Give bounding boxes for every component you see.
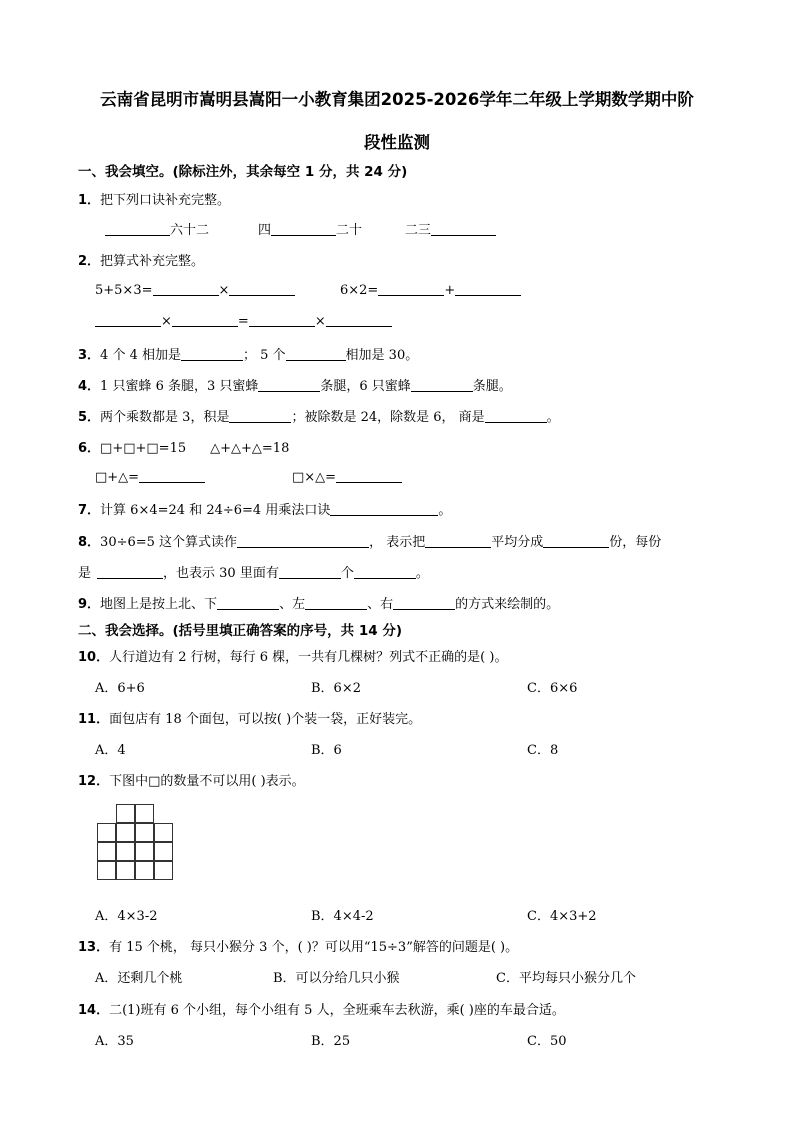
- option-c[interactable]: C．8: [527, 743, 559, 758]
- q8-part: 份，每份: [609, 535, 662, 550]
- q2-eq1-left: 5+5×3=: [95, 283, 153, 298]
- grid-square: [135, 804, 154, 823]
- q6-ans2-label: □×△=: [292, 470, 337, 485]
- option-b[interactable]: B．6: [311, 743, 342, 758]
- answer-blank[interactable]: [485, 409, 547, 423]
- section1-heading: 一、我会填空。(除标注外，其余每空 1 分，共 24 分): [78, 164, 408, 180]
- q9-part: 地图上是按上北、下: [100, 597, 218, 612]
- q7-part: 。: [438, 503, 452, 518]
- grid-square: [97, 823, 116, 842]
- q2-eq1-op: ×: [218, 283, 230, 298]
- q1-item-c: [405, 219, 496, 238]
- q7-part: 计算 6×4=24 和 24÷6=4 用乘法口诀: [100, 503, 331, 518]
- q6-ans1: [95, 469, 205, 485]
- q4-part: 1 只蜜蜂 6 条腿，3 只蜜蜂: [100, 379, 259, 394]
- question-2: [78, 250, 204, 269]
- answer-blank[interactable]: [354, 565, 416, 579]
- answer-blank[interactable]: [425, 534, 491, 548]
- answer-blank[interactable]: [336, 469, 402, 483]
- answer-blank[interactable]: [393, 596, 455, 610]
- question-1: [78, 189, 230, 208]
- question-8: [78, 531, 661, 550]
- grid-square: [135, 823, 154, 842]
- section2-heading: 二、我会选择。(括号里填正确答案的序号，共 14 分): [78, 623, 403, 639]
- q2-eq2: [340, 282, 521, 298]
- answer-blank[interactable]: [237, 534, 369, 548]
- q5-part: 。: [546, 410, 560, 425]
- grid-square: [116, 823, 135, 842]
- option-a[interactable]: A．4×3-2: [95, 909, 158, 924]
- question-6: [78, 437, 289, 456]
- question-number: 1．: [78, 193, 101, 208]
- option-a[interactable]: A．4: [95, 743, 126, 758]
- answer-blank[interactable]: [271, 222, 336, 236]
- answer-blank[interactable]: [95, 313, 161, 327]
- q1-item-b: [258, 219, 362, 238]
- question-number: 13．: [78, 940, 110, 955]
- q6-eq2: △+△+△=18: [210, 441, 290, 456]
- q8-part: 是: [78, 566, 92, 581]
- answer-blank[interactable]: [181, 347, 243, 361]
- question-12: [78, 770, 305, 789]
- option-a[interactable]: A．6+6: [95, 681, 145, 696]
- q8-part: ， 表示把: [369, 535, 426, 550]
- option-c[interactable]: C．50: [527, 1034, 567, 1049]
- grid-square: [154, 823, 173, 842]
- question-number: 7．: [78, 503, 101, 518]
- q1-b2-text: 二十: [336, 223, 363, 238]
- option-b[interactable]: B．6×2: [311, 681, 361, 696]
- square-grid-figure: [97, 804, 177, 882]
- q9-part: 、左: [279, 597, 306, 612]
- question-text: 下图中□的数量不可以用( )表示。: [109, 774, 305, 789]
- q8-part: ，也表示 30 里面有: [163, 566, 279, 581]
- option-a[interactable]: A．35: [95, 1034, 134, 1049]
- document-title-line1: 云南省昆明市嵩明县嵩阳一小教育集团2025-2026学年二年级上学期数学期中阶: [100, 90, 694, 109]
- q3-part: 相加是 30。: [345, 348, 419, 363]
- grid-square: [135, 842, 154, 861]
- question-5: [78, 406, 560, 425]
- question-8-cont: [78, 562, 429, 581]
- q6-ans2: [292, 469, 402, 485]
- option-a[interactable]: A．还剩几个桃: [95, 971, 183, 986]
- grid-square: [135, 861, 154, 880]
- q2-op: ×: [161, 314, 172, 329]
- q8-part: 个: [340, 566, 354, 581]
- grid-square: [97, 842, 116, 861]
- q9-part: 的方式来绘制的。: [455, 597, 560, 612]
- option-c[interactable]: C．6×6: [527, 681, 578, 696]
- answer-blank[interactable]: [105, 222, 170, 236]
- answer-blank[interactable]: [153, 282, 219, 296]
- q2-op: =: [237, 314, 249, 329]
- answer-blank[interactable]: [431, 222, 496, 236]
- q1-a-text: 六十二: [170, 223, 210, 238]
- question-11: [78, 708, 421, 727]
- grid-square: [154, 842, 173, 861]
- answer-blank[interactable]: [305, 596, 367, 610]
- answer-blank[interactable]: [326, 313, 392, 327]
- question-number: 14．: [78, 1003, 110, 1018]
- q6-ans1-label: □+△=: [95, 470, 140, 485]
- answer-blank[interactable]: [330, 502, 438, 516]
- question-text: 把下列口诀补充完整。: [100, 193, 231, 208]
- q2-eq1: [95, 282, 295, 298]
- answer-blank[interactable]: [249, 313, 315, 327]
- question-number: 6．: [78, 441, 101, 456]
- q4-part: 条腿，6 只蜜蜂: [320, 379, 411, 394]
- question-number: 2．: [78, 254, 101, 269]
- q1-item-a: [105, 219, 209, 238]
- document-title-line2: 段性监测: [364, 133, 430, 152]
- question-14: [78, 999, 565, 1018]
- question-number: 12．: [78, 774, 110, 789]
- answer-blank[interactable]: [139, 469, 205, 483]
- question-10: [78, 646, 507, 665]
- answer-blank[interactable]: [229, 282, 295, 296]
- question-text: 二(1)班有 6 个小组，每个小组有 5 人，全班乘车去秋游，乘( )座的车最合适。: [109, 1003, 565, 1018]
- grid-square: [116, 842, 135, 861]
- answer-blank[interactable]: [455, 282, 521, 296]
- q5-part: ；被除数是 24，除数是 6， 商是: [291, 410, 485, 425]
- q4-part: 条腿。: [472, 379, 512, 394]
- question-4: [78, 375, 512, 394]
- grid-square: [116, 861, 135, 880]
- grid-square: [116, 804, 135, 823]
- grid-square: [97, 861, 116, 880]
- q8-part: 30÷6=5 这个算式读作: [100, 535, 238, 550]
- q2-op: ×: [314, 314, 326, 329]
- q2-eq2-left: 6×2=: [340, 283, 379, 298]
- answer-blank[interactable]: [217, 596, 279, 610]
- q1-b1-text: 四: [258, 223, 272, 238]
- question-number: 3．: [78, 348, 101, 363]
- question-number: 11．: [78, 712, 110, 727]
- question-number: 5．: [78, 410, 101, 425]
- question-text: 面包店有 18 个面包，可以按( )个装一袋，正好装完。: [109, 712, 422, 727]
- q2-eq2-op: +: [444, 283, 456, 298]
- question-number: 9．: [78, 597, 101, 612]
- answer-blank[interactable]: [286, 347, 346, 361]
- option-c[interactable]: C．4×3+2: [527, 909, 597, 924]
- question-number: 10．: [78, 650, 110, 665]
- question-7: [78, 499, 451, 518]
- answer-blank[interactable]: [543, 534, 609, 548]
- grid-square: [154, 861, 173, 880]
- q6-eq1: □+□+□=15: [100, 441, 187, 456]
- q8-part: 。: [415, 566, 429, 581]
- option-c[interactable]: C．平均每只小猴分几个: [496, 971, 636, 986]
- question-text: 把算式补充完整。: [100, 254, 205, 269]
- q3-part: 4 个 4 相加是: [100, 348, 181, 363]
- q9-part: 、右: [367, 597, 394, 612]
- answer-blank[interactable]: [279, 565, 341, 579]
- answer-blank[interactable]: [258, 378, 320, 392]
- answer-blank[interactable]: [378, 282, 444, 296]
- question-13: [78, 936, 518, 955]
- option-b[interactable]: B．25: [311, 1034, 351, 1049]
- answer-blank[interactable]: [229, 409, 291, 423]
- question-3: [78, 344, 418, 363]
- answer-blank[interactable]: [411, 378, 473, 392]
- q3-part: ； 5 个: [243, 348, 286, 363]
- answer-blank[interactable]: [172, 313, 238, 327]
- q2-eq3: [95, 313, 392, 329]
- question-text: 人行道边有 2 行树，每行 6 棵，一共有几棵树？列式不正确的是( )。: [109, 650, 508, 665]
- question-9: [78, 593, 559, 612]
- option-b[interactable]: B．可以分给几只小猴: [273, 971, 400, 986]
- q8-part: 平均分成: [491, 535, 544, 550]
- question-number: 4．: [78, 379, 101, 394]
- question-number: 8．: [78, 535, 101, 550]
- q1-c-text: 二三: [405, 223, 432, 238]
- q5-part: 两个乘数都是 3，积是: [100, 410, 230, 425]
- question-text: 有 15 个桃， 每只小猴分 3 个，( )？可以用“15÷3”解答的问题是( )。: [109, 940, 519, 955]
- option-b[interactable]: B．4×4-2: [311, 909, 374, 924]
- answer-blank[interactable]: [97, 565, 163, 579]
